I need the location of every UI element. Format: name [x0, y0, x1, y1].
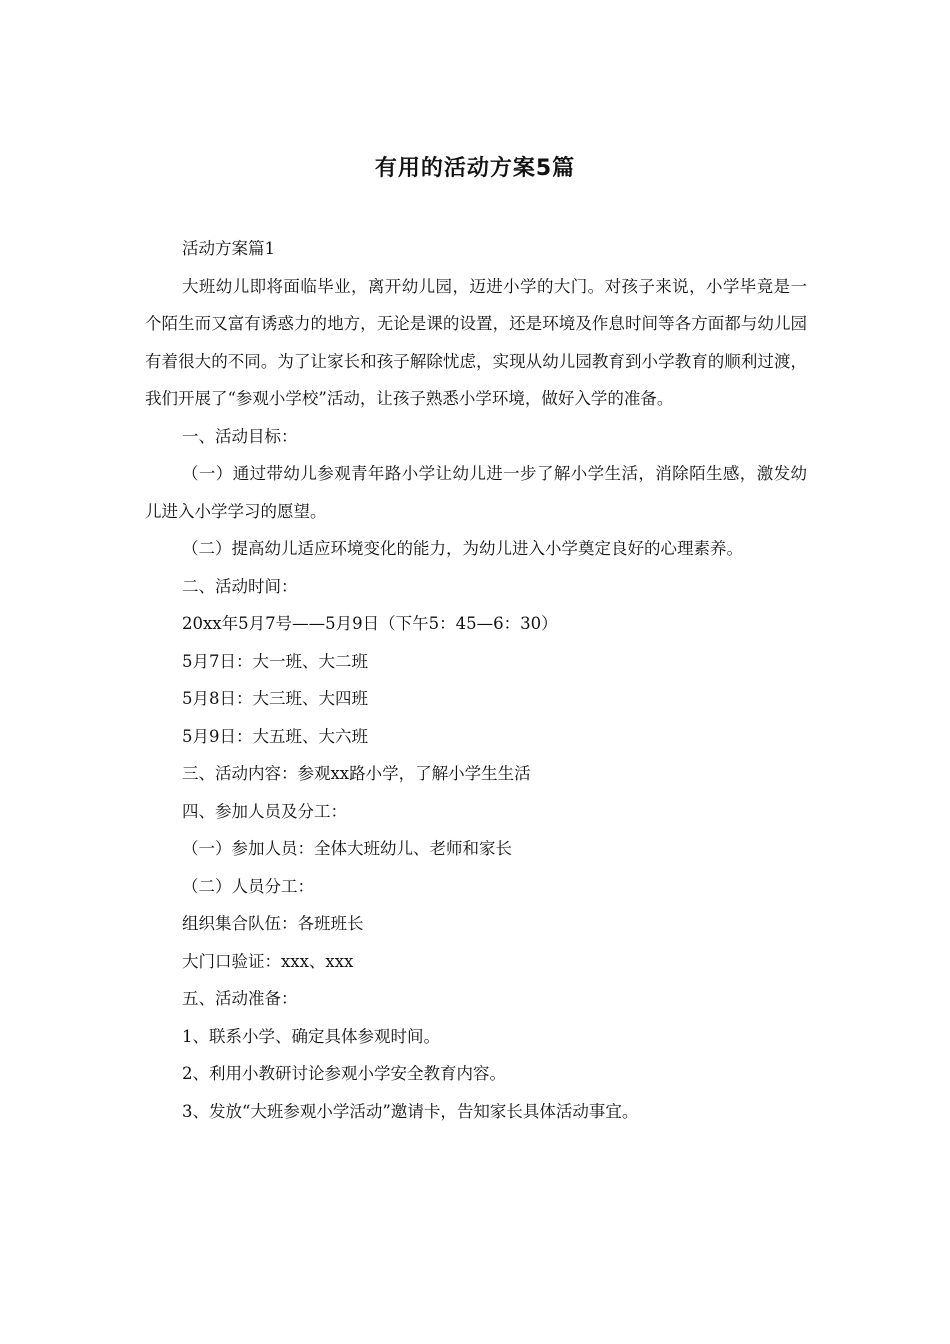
- staff-line: （二）人员分工：: [182, 876, 314, 896]
- section-heading: 活动方案篇1: [182, 239, 275, 258]
- intro-paragraph: 大班幼儿即将面临毕业，离开幼儿园，迈进小学的大门。对孩子来说，小学毕竟是一个陌生而又富有诱惑力的地方，无论是课的设置，还是环境及作息时间等各方面都与幼儿园有着很大的不同。为了让家长和孩子解除忧虑，实现从幼儿园教育到小学教育的顺利过渡，我们开展了“参观小学校”活动，让孩子熟悉小学环境，做好入学的准备。: [145, 276, 807, 408]
- document-body: [145, 230, 807, 1130]
- section-heading: 三、活动内容：参观xx路小学，了解小学生生活: [182, 764, 531, 783]
- section-heading: 二、活动时间：: [182, 576, 298, 596]
- preparation-item: 2、利用小教研讨论参观小学安全教育内容。: [182, 1064, 506, 1083]
- schedule-line: 5月9日：大五班、大六班: [182, 726, 368, 746]
- document-title: 有用的活动方案5篇: [374, 156, 576, 181]
- staff-line: 大门口验证：xxx、xxx: [182, 951, 354, 971]
- staff-line: 组织集合队伍：各班班长: [182, 914, 364, 933]
- preparation-item: 1、联系小学、确定具体参观时间。: [182, 1026, 440, 1046]
- schedule-line: 5月7日：大一班、大二班: [182, 651, 368, 671]
- schedule-line: 20xx年5月7号——5月9日（下午5：45—6：30）: [182, 614, 558, 633]
- section-heading: 四、参加人员及分工：: [182, 801, 347, 821]
- schedule-line: 5月8日：大三班、大四班: [182, 689, 368, 708]
- preparation-item: 3、发放“大班参观小学活动”邀请卡，告知家长具体活动事宜。: [182, 1101, 639, 1121]
- section-heading: 五、活动准备：: [182, 989, 298, 1008]
- section-heading: 一、活动目标：: [182, 426, 298, 446]
- staff-line: （一）参加人员：全体大班幼儿、老师和家长: [182, 839, 512, 858]
- goal-paragraph: （二）提高幼儿适应环境变化的能力，为幼儿进入小学奠定良好的心理素养。: [182, 539, 743, 558]
- goal-paragraph: （一）通过带幼儿参观青年路小学让幼儿进一步了解小学生活，消除陌生感，激发幼儿进入小学学习的愿望。: [145, 464, 807, 521]
